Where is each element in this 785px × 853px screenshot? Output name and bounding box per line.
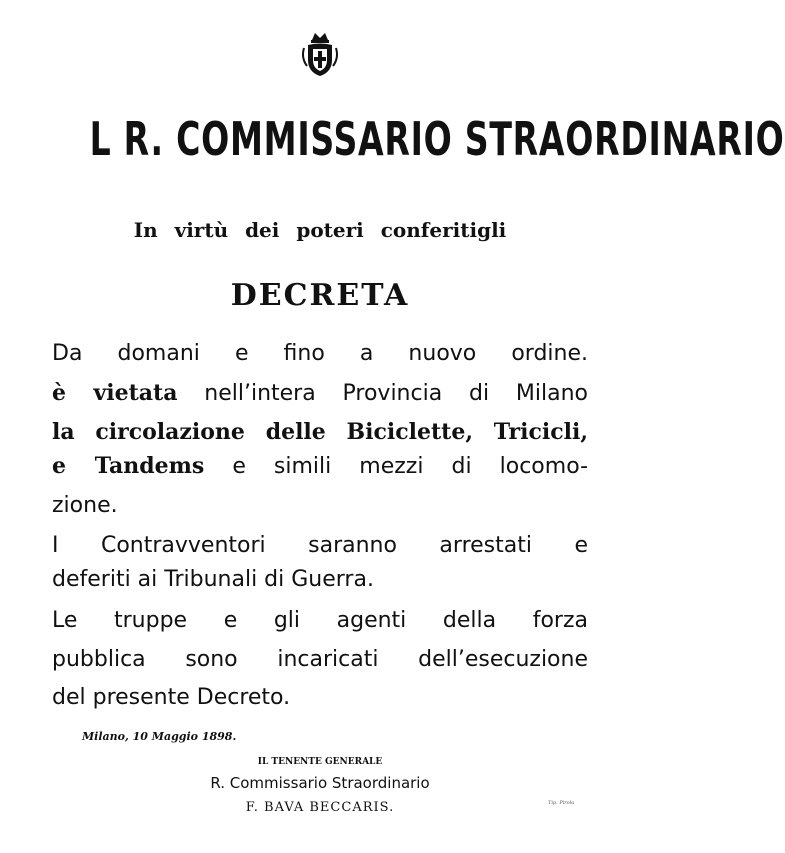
decree-line-3: la circolazione delle Biciclette, Tricicli, <box>52 419 588 445</box>
decree-line-4 <box>52 450 588 482</box>
decree-line-1: Da domani e fino a nuovo ordine. <box>52 341 588 366</box>
proclamation-title: L R. COMMISSARIO STRAORDINARIO <box>89 112 785 166</box>
decree-line-5: zione. <box>52 493 118 518</box>
tandems-emphasis: e Tandems <box>52 453 205 479</box>
royal-crest-icon <box>300 28 340 78</box>
signatory-rank: IL TENENTE GENERALE <box>257 757 383 767</box>
decree-heading: DECRETA <box>230 278 410 313</box>
signatory-office: R. Commissario Straordinario <box>210 774 430 792</box>
enforcement-line-1: Le truppe e gli agenti della forza <box>52 608 588 633</box>
penalty-line-1: I Contravventori saranno arrestati e <box>52 533 588 558</box>
authority-clause: In virtù dei poteri conferitigli <box>133 218 507 242</box>
signatory-name: F. BAVA BECCARIS. <box>245 800 395 815</box>
prohibited-emphasis: è vietata <box>52 380 178 406</box>
printer-mark: Tip. Pirola <box>548 800 575 806</box>
penalty-line-2: deferiti ai Tribunali di Guerra. <box>52 567 374 592</box>
province-text: nell’intera Provincia di Milano <box>204 381 588 406</box>
enforcement-line-2: pubblica sono incaricati dell’esecuzione <box>52 647 588 672</box>
place-date: Milano, 10 Maggio 1898. <box>82 730 237 743</box>
enforcement-line-3: del presente Decreto. <box>52 685 291 710</box>
decree-line-2 <box>52 377 588 409</box>
means-text: e simili mezzi di locomo- <box>232 454 589 479</box>
